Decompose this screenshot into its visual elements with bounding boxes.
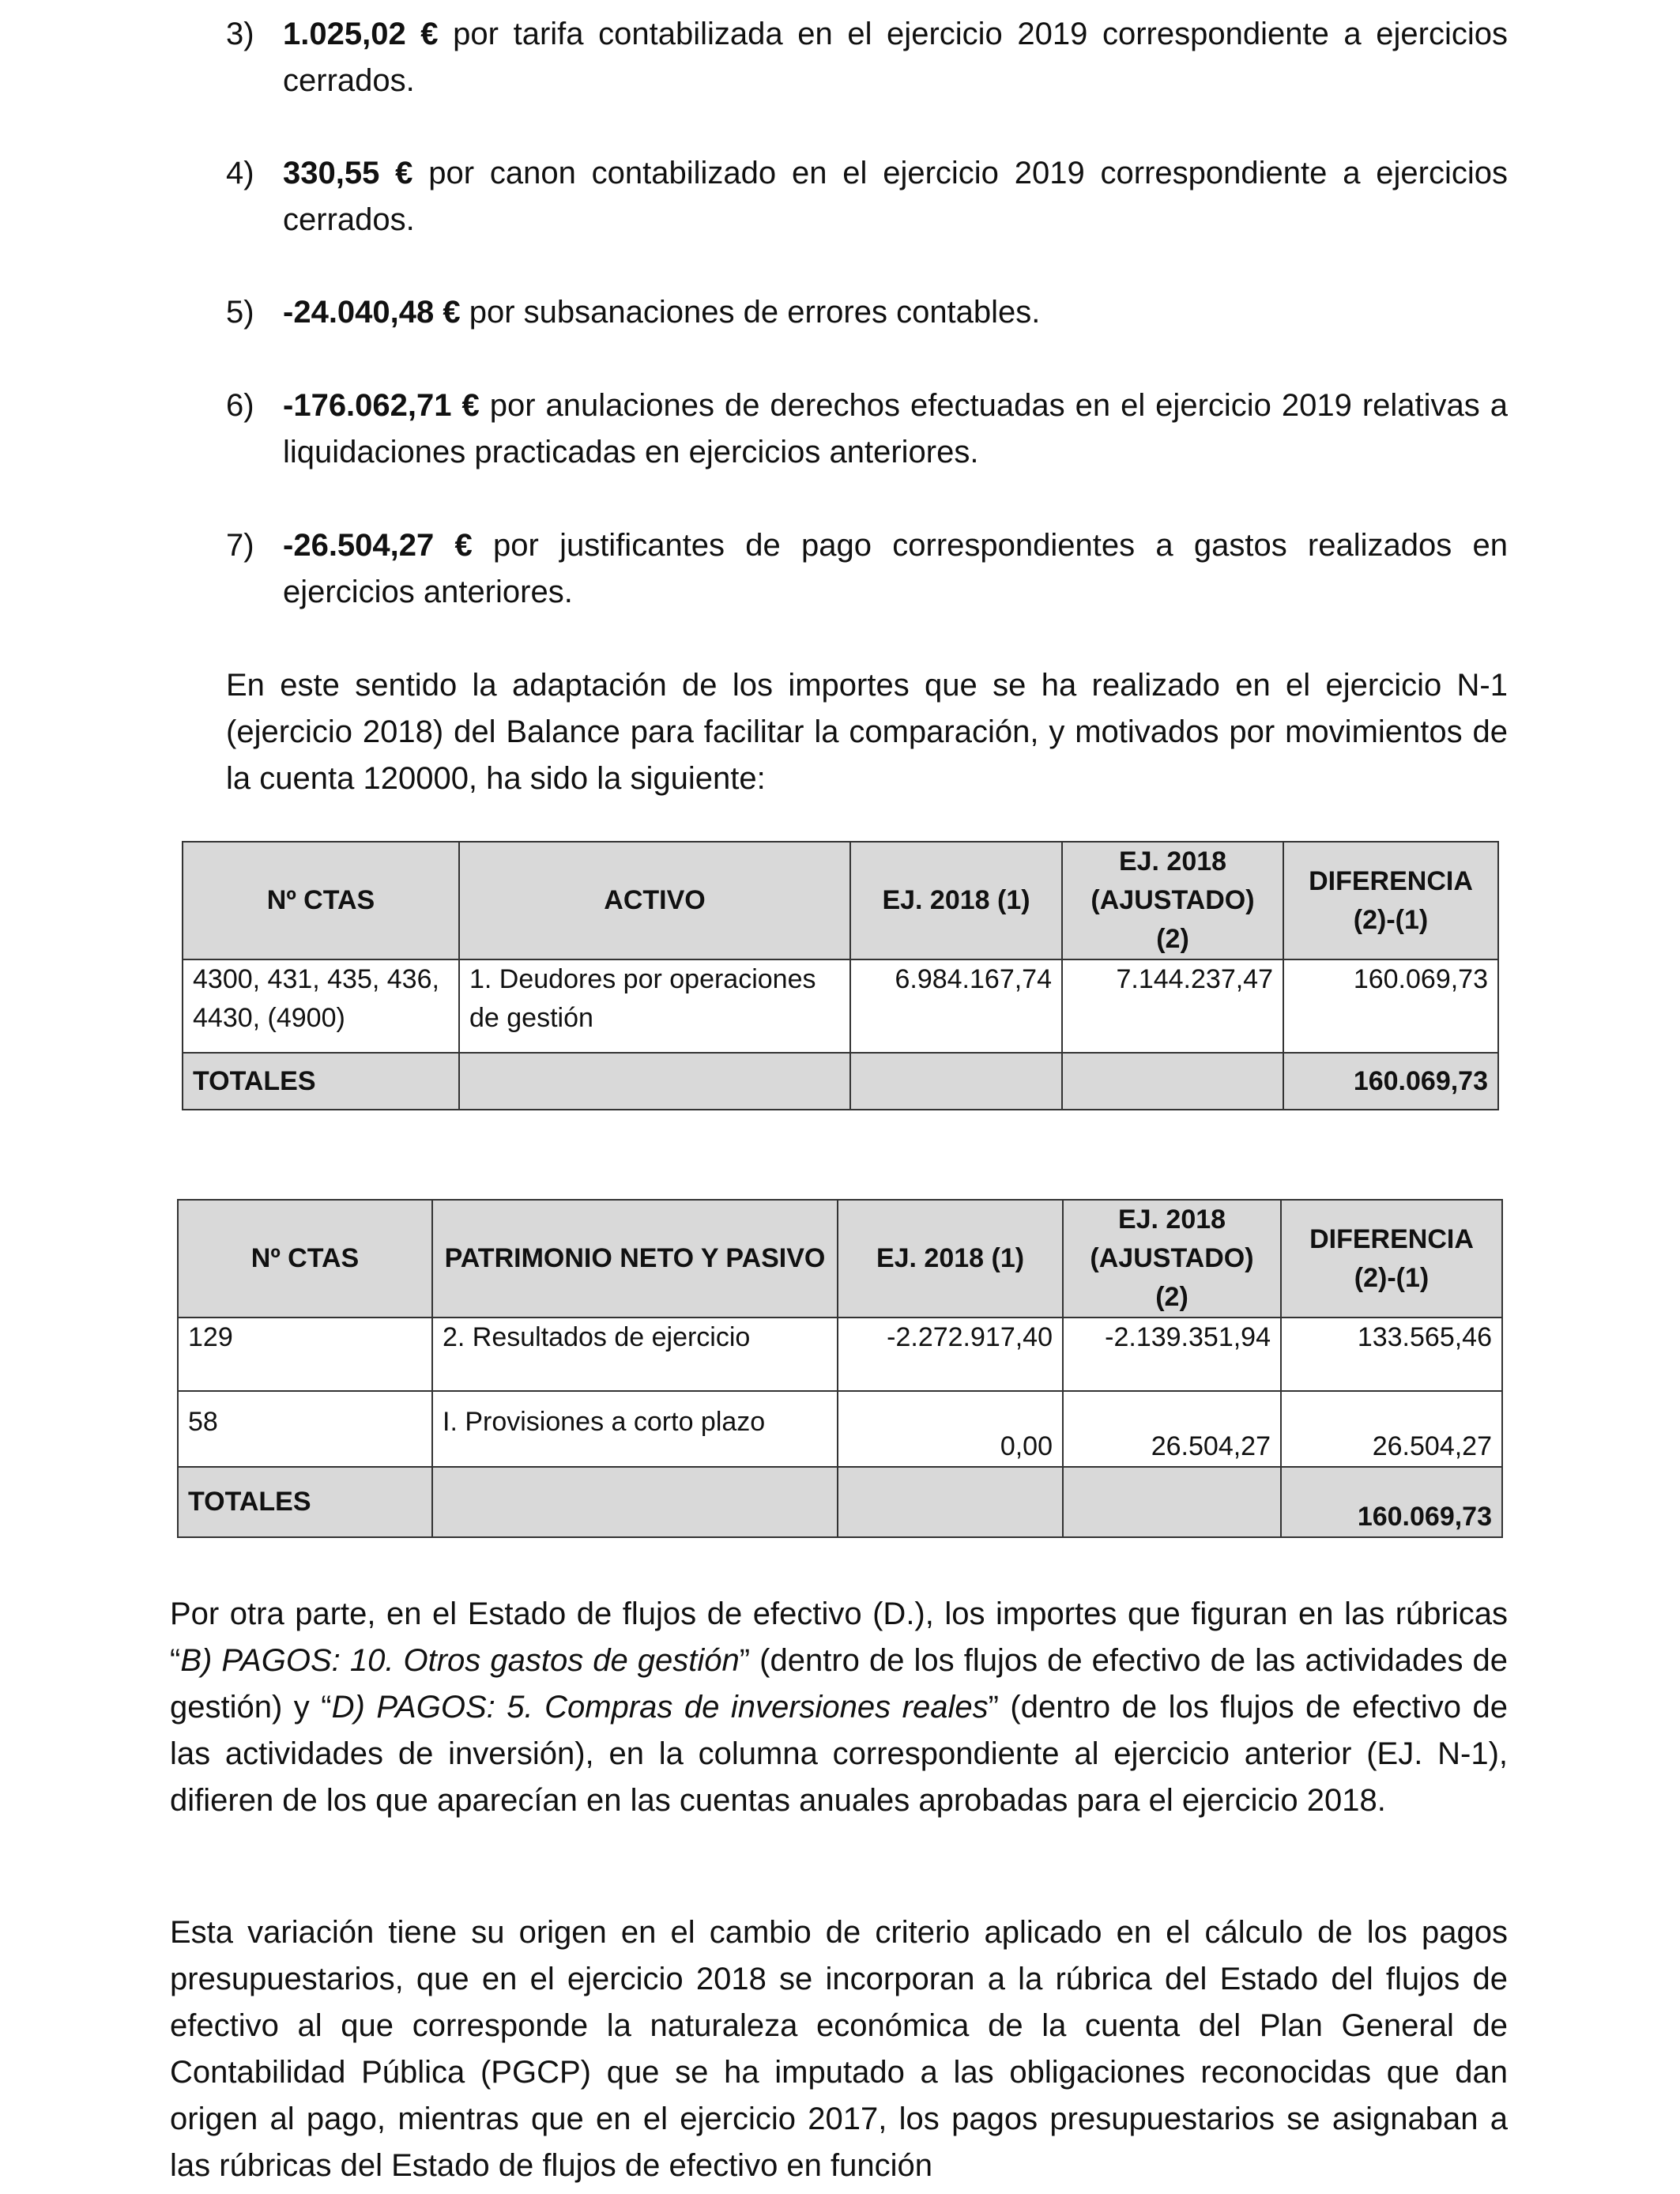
column-header: DIFERENCIA (2)-(1) <box>1281 1200 1502 1318</box>
empty-cell <box>850 1053 1062 1110</box>
column-header: PATRIMONIO NETO Y PASIVO <box>432 1200 838 1318</box>
column-header: ACTIVO <box>459 842 850 959</box>
amount: -24.040,48 € <box>283 295 461 330</box>
diferencia-cell: 160.069,73 <box>1283 959 1498 1053</box>
ajustado-cell: 26.504,27 <box>1063 1391 1281 1467</box>
paragraph-text: ” (dentro de los flujos de efectivo de las actividades de inversión), en la columna correspondiente al ejercicio anterior (EJ. N-1), difieren de los que aparecían en las cuentas anuales aprobadas para el ejercicio 2018. <box>170 1690 1508 1818</box>
ctas-cell: 58 <box>178 1391 432 1467</box>
empty-cell <box>1063 1467 1281 1537</box>
list-text: por tarifa contabilizada en el ejercicio 2019 correspondiente a ejercicios cerrados. <box>283 17 1509 98</box>
column-header: Nº CTAS <box>183 842 459 959</box>
column-header: EJ. 2018 (AJUSTADO) (2) <box>1063 1200 1281 1318</box>
empty-cell <box>432 1467 838 1537</box>
pasivo-table <box>177 1199 1503 1538</box>
list-text: por subsanaciones de errores contables. <box>460 295 1041 330</box>
amount: -176.062,71 € <box>283 388 480 423</box>
list-number: 7) <box>226 528 254 563</box>
diferencia-cell: 26.504,27 <box>1281 1391 1502 1467</box>
concepto-cell: 2. Resultados de ejercicio <box>432 1318 838 1391</box>
list-number: 4) <box>226 156 254 190</box>
diferencia-cell: 133.565,46 <box>1281 1318 1502 1391</box>
activo-table <box>182 841 1499 1110</box>
flujos-paragraph <box>170 1591 1508 1824</box>
table-row <box>178 1318 1502 1391</box>
column-header: EJ. 2018 (AJUSTADO) (2) <box>1062 842 1283 959</box>
ej2018-cell: 6.984.167,74 <box>850 959 1062 1053</box>
list-text: por anulaciones de derechos efectuadas en el ejercicio 2019 relativas a liquidaciones practicadas en ejercicios anteriores. <box>283 388 1508 469</box>
column-header: EJ. 2018 (1) <box>850 842 1062 959</box>
empty-cell <box>838 1467 1063 1537</box>
ajustado-cell: -2.139.351,94 <box>1063 1318 1281 1391</box>
concepto-cell: 1. Deudores por operaciones de gestión <box>459 959 850 1053</box>
rubrica-italic: B) PAGOS: 10. Otros gastos de gestión <box>180 1643 740 1678</box>
table-row <box>183 959 1498 1053</box>
paragraph-text: Por otra parte, en el Estado de flujos de efectivo (D.), los importes que figuran en las rúbricas “ <box>170 1596 1508 1678</box>
empty-cell <box>459 1053 850 1110</box>
ctas-cell: 4300, 431, 435, 436, 4430, (4900) <box>183 959 459 1053</box>
amount: 1.025,02 € <box>283 17 439 51</box>
ej2018-cell: -2.272.917,40 <box>838 1318 1063 1391</box>
totals-label: TOTALES <box>183 1053 459 1110</box>
intro-paragraph: En este sentido la adaptación de los importes que se ha realizado en el ejercicio N-1 (ejercicio 2018) del Balance para facilitar la comparación, y motivados por movimientos de la cuenta 120000, ha sido la siguiente: <box>226 668 1508 796</box>
totals-label: TOTALES <box>178 1467 432 1537</box>
amount: 330,55 € <box>283 156 413 190</box>
list-item <box>226 11 1508 104</box>
totals-row <box>183 1053 1498 1110</box>
empty-cell <box>1062 1053 1283 1110</box>
amount: -26.504,27 € <box>283 528 473 563</box>
ctas-cell: 129 <box>178 1318 432 1391</box>
list-text: por canon contabilizado en el ejercicio 2019 correspondiente a ejercicios cerrados. <box>283 156 1508 237</box>
ej2018-cell: 0,00 <box>838 1391 1063 1467</box>
list-item <box>226 383 1508 476</box>
rubrica-italic: D) PAGOS: 5. Compras de inversiones reales <box>331 1690 989 1725</box>
list-number: 5) <box>226 295 254 330</box>
list-number: 6) <box>226 388 254 423</box>
table-row <box>178 1391 1502 1467</box>
column-header: EJ. 2018 (1) <box>838 1200 1063 1318</box>
list-item <box>226 522 1508 616</box>
ajustado-cell: 7.144.237,47 <box>1062 959 1283 1053</box>
table-header-row <box>178 1200 1502 1318</box>
list-item <box>226 289 1508 336</box>
variacion-paragraph: Esta variación tiene su origen en el cambio de criterio aplicado en el cálculo de los pagos presupuestarios, que en el ejercicio 2018 se incorporan a la rúbrica del Estado del flujos de efectivo al que corresponde la naturaleza económica de la cuenta del Plan General de Contabilidad Pública (PGCP) que se ha imputado a las obligaciones reconocidas que dan origen al pago, mientras que en el ejercicio 2017, los pagos presupuestarios se asignaban a las rúbricas del Estado de flujos de efectivo en función <box>170 1915 1508 2183</box>
column-header: DIFERENCIA (2)-(1) <box>1283 842 1498 959</box>
list-item <box>226 150 1508 243</box>
table-header-row <box>183 842 1498 959</box>
totals-row <box>178 1467 1502 1537</box>
list-number: 3) <box>226 17 254 51</box>
totals-value: 160.069,73 <box>1281 1467 1502 1537</box>
totals-value: 160.069,73 <box>1283 1053 1498 1110</box>
list-text: por justificantes de pago correspondientes a gastos realizados en ejercicios anteriores. <box>283 528 1508 609</box>
paragraph-text: ” (dentro de los flujos de efectivo de las actividades de gestión) y “ <box>170 1643 1508 1725</box>
concepto-cell: I. Provisiones a corto plazo <box>432 1391 838 1467</box>
column-header: Nº CTAS <box>178 1200 432 1318</box>
